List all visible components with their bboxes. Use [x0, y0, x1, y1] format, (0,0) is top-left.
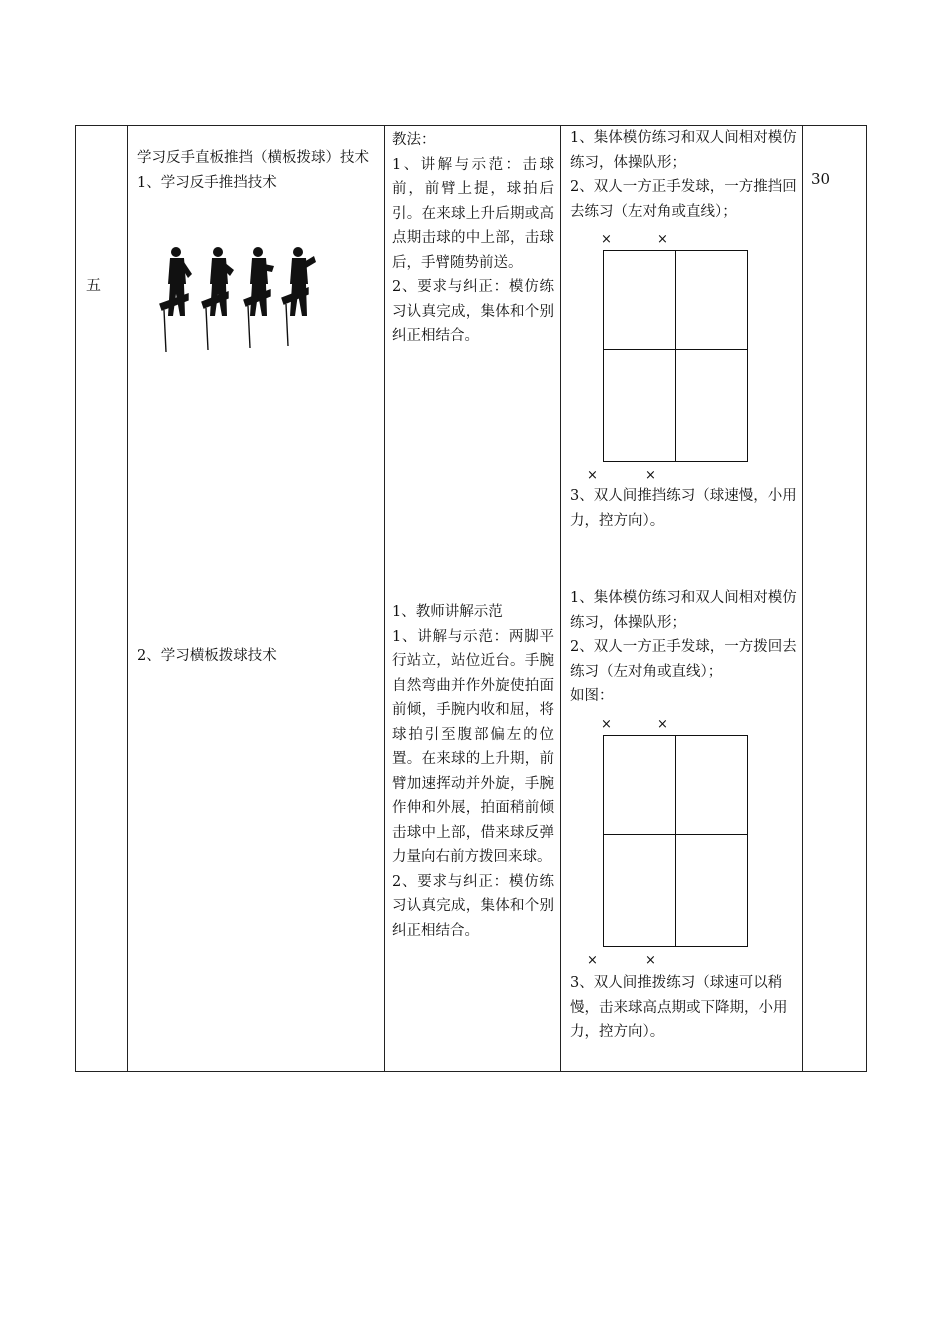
method-step-2-b: 2、要求与纠正：模仿练习认真完成，集体和个别纠正相结合。	[392, 873, 554, 939]
method-step-2: 2、要求与纠正：模仿练习认真完成，集体和个别纠正相结合。	[392, 279, 554, 344]
content-cell	[128, 126, 385, 1072]
player-mark: ×	[657, 717, 668, 732]
player-mark: ×	[657, 232, 668, 247]
organization-part-1	[570, 126, 798, 224]
backhand-push-illustration	[158, 244, 318, 356]
organization-item-3: 3、双人间推挡练习（球速慢，小用力，控方向）。	[570, 488, 797, 529]
organization-cell	[561, 126, 803, 1072]
content-item-1: 1、学习反手推挡技术	[137, 174, 277, 191]
lesson-plan-table	[75, 125, 867, 1072]
organization-item-2: 2、双人一方正手发球，一方推挡回去练习（左对角或直线）；	[570, 179, 797, 220]
method-part-2	[392, 600, 554, 943]
player-mark: ×	[587, 953, 598, 968]
minutes-value: 30	[811, 170, 831, 188]
method-part-1	[392, 128, 554, 349]
table-court-diagram-2	[603, 735, 749, 948]
organization-item-3-b: 3、双人间推拨练习（球速可以稍慢，击来球高点期或下降期，小用力，控方向）。	[570, 975, 788, 1040]
content-part-1	[137, 146, 377, 195]
minutes-cell	[803, 126, 867, 1072]
player-mark: ×	[601, 717, 612, 732]
method-heading: 教法：	[392, 132, 436, 148]
method-step-1-b: 1、讲解与示范：两脚平行站立，站位近台。手腕自然弯曲并作外旋使拍面前倾，手腕内收和屈，将球拍引至腹部偏左的位置。在来球的上升期，前臂加速挥动并外旋，手腕作伸和外展，拍面稍前倾击球中上部，借来球反弹力量向右前方拨回来球。	[392, 628, 554, 865]
content-title: 学习反手直板推挡（横板拨球）技术	[137, 150, 369, 166]
table-court-diagram	[603, 250, 749, 463]
organization-item-2-suffix: 如图：	[570, 688, 614, 704]
organization-item-2-b: 2、双人一方正手发球，一方拨回去练习（左对角或直线）；	[570, 639, 797, 680]
method-heading-2: 1、教师讲解示范	[392, 604, 503, 620]
method-step-1: 1、讲解与示范：击球前，前臂上提，球拍后引。在来球上升后期或高点期击球的中上部，击球后，手臂随势前送。	[392, 156, 554, 271]
section-number: 五	[86, 276, 102, 294]
content-part-2	[137, 644, 377, 669]
organization-item-1: 1、集体模仿练习和双人间相对模仿练习，体操队形；	[570, 130, 797, 171]
section-number-cell	[76, 126, 128, 1072]
player-mark: ×	[645, 468, 656, 483]
organization-part-2-end	[570, 971, 798, 1045]
organization-item-1-b: 1、集体模仿练习和双人间相对模仿练习，体操队形；	[570, 590, 797, 631]
method-cell	[385, 126, 561, 1072]
player-mark: ×	[587, 468, 598, 483]
player-mark: ×	[645, 953, 656, 968]
organization-part-1-end	[570, 484, 798, 533]
player-mark: ×	[601, 232, 612, 247]
organization-part-2	[570, 586, 798, 709]
content-item-2: 2、学习横板拨球技术	[137, 648, 277, 664]
